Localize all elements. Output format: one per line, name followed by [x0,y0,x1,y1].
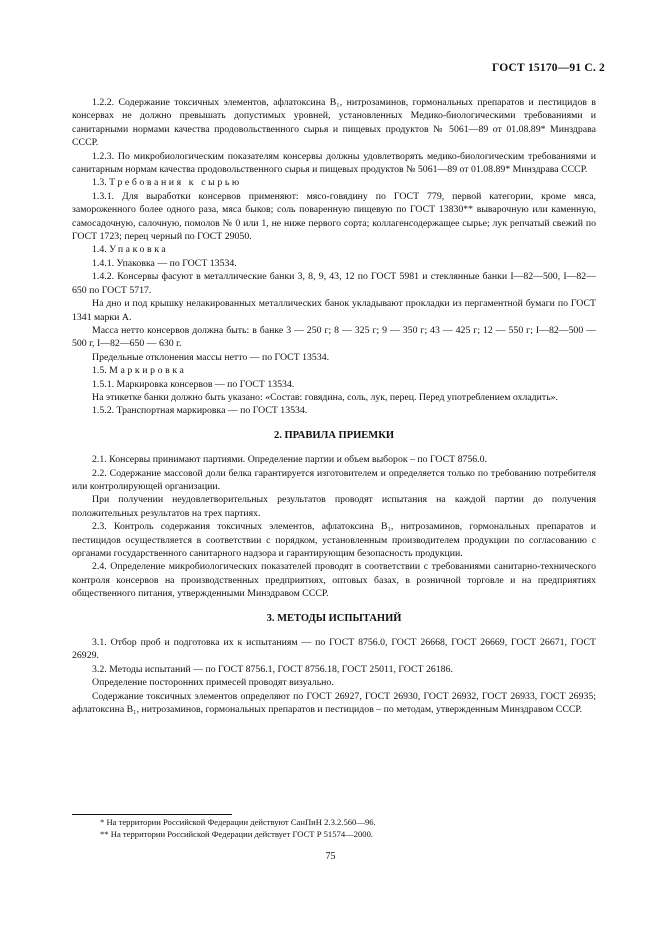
footnote-divider [72,814,232,815]
paragraph-label: На этикетке банки должно быть указано: «Состав: говядина, соль, лук, перец. Перед употреблением охладить». [92,391,559,403]
paragraph-3-1: 3.1. Отбор проб и подготовка их к испытаниям — по ГОСТ 8756.0, ГОСТ 26668, ГОСТ 26669, ГОСТ 26671, ГОСТ 26929. [72,637,596,662]
footnotes [72,814,596,841]
footnote-2: ** На территории Российской Федерации действует ГОСТ Р 51574—2000. [100,828,374,839]
subsection-1-3-heading [72,176,596,189]
subsection-1-4-heading [72,243,596,256]
subsection-number: 1.4. [92,244,107,256]
paragraph-toxic-methods: Содержание токсичных элементов определяют по ГОСТ 26927, ГОСТ 26930, ГОСТ 26932, ГОСТ 26933, ГОСТ 26935; афлатоксина B₁, нитрозаминов, гормональных препаратов и пестицидов – по методам, утвержденным Минздравом СССР. [72,690,596,716]
subsection-title: Маркировка [109,365,187,377]
page-header: ГОСТ 15170—91 С. 2 [492,62,605,74]
subsection-number: 1.3. [92,177,107,189]
paragraph-1-5-2: 1.5.2. Транспортная маркировка — по ГОСТ 13534. [92,405,308,417]
paragraph-impurities: Определение посторонних примесей проводят визуально. [92,677,334,689]
paragraph-2-3: 2.3. Контроль содержания токсичных элементов, афлатоксина B₁, нитрозаминов, гормональных препаратов и пестицидов осуществляется в соответствии с порядком, установленным производителем продукции по согласованию с органами государственного санитарного надзора и гарантирующим безопасность продукции. [72,521,596,559]
paragraph-2-1: 2.1. Консервы принимают партиями. Определение партии и объем выборок – по ГОСТ 8756.0. [92,454,487,466]
section-2-title: 2. ПРАВИЛА ПРИЕМКИ [274,429,394,441]
paragraph-net-mass: Масса нетто консервов должна быть: в банке 3 — 250 г; 8 — 325 г; 9 — 350 г; 43 — 425 г; 12 — 550 г; I—82—500 — 500 г, I—82—650 — 630 г. [72,324,596,350]
subsection-number: 1.5. [92,365,107,377]
paragraph-2-4: 2.4. Определение микробиологических показателей проводят в соответствии с требованиями санитарно-технического контроля консервов на производственных предприятиях, оптовых базах, в розничной торговле и на предприятиях общественного питания, утвержденными Минздравом СССР. [72,561,596,600]
section-3-title: 3. МЕТОДЫ ИСПЫТАНИЙ [266,612,402,624]
paragraph-1-4-1: 1.4.1. Упаковка — по ГОСТ 13534. [92,257,237,269]
paragraph-1-4-2: 1.4.2. Консервы фасуют в металлические банки 3, 8, 9, 43, 12 по ГОСТ 5981 и стеклянные банки I—82—500, I—82—650 по ГОСТ 5717. [72,271,596,296]
subsection-1-5-heading [72,364,596,377]
subsection-title: Упаковка [109,244,169,256]
paragraph-1-5-1: 1.5.1. Маркировка консервов — по ГОСТ 13534. [92,378,295,390]
paragraph-1-2-3: 1.2.3. По микробиологическим показателям консервы должны удовлетворять медико-биологическим требованиями и санитарным нормам качества продовольственного сырья и пищевых продуктов № 5061—89 от 01.08.89* Минздрава СССР. [72,150,596,176]
paragraph-2-2-cont: При получении неудовлетворительных результатов проводят испытания на каждой партии до получения положительных результатов на трех партиях. [72,494,596,519]
paragraph-parchment: На дно и под крышку нелакированных металлических банок укладывают прокладки из пергаментной бумаги по ГОСТ 1341 марки А. [72,298,596,323]
document-body [72,96,596,716]
paragraph-1-2-2: 1.2.2. Содержание токсичных элементов, афлатоксина B₁, нитрозаминов, гормональных препаратов и пестицидов в консервах не должно превышать допустимых уровней, установленных Медико-биологическими требованиями и санитарными нормами качества продовольственного сырья и пищевых продуктов № 5061—89 от 01.08.89* Минздрава СССР. [72,97,596,149]
subsection-title: Требования к сырью [109,177,242,189]
page-number: 75 [325,851,336,862]
paragraph-3-2: 3.2. Методы испытаний — по ГОСТ 8756.1, ГОСТ 8756.18, ГОСТ 25011, ГОСТ 26186. [92,663,453,675]
footnote-1: * На территории Российской Федерации действуют СанПиН 2.3.2.560—96. [100,817,376,827]
paragraph-2-2: 2.2. Содержание массовой доли белка гарантируется изготовителем и определяется только по требованию потребителя или контролирующей организации. [72,467,596,492]
paragraph-tolerance: Предельные отклонения массы нетто — по ГОСТ 13534. [92,351,330,363]
paragraph-1-3-1: 1.3.1. Для выработки консервов применяют: мясо-говядину по ГОСТ 779, первой категории, кроме мяса, замороженного более одного раза, мяса быков; соль поваренную пищевую по ГОСТ 13830** выварочную или каменную, самосадочную, салочную, помолов № 0 или 1, не ниже первого сорта; коллагенсодержащее сырье; лук репчатый свежий по ГОСТ 1723; перец черный по ГОСТ 29050. [72,190,596,243]
